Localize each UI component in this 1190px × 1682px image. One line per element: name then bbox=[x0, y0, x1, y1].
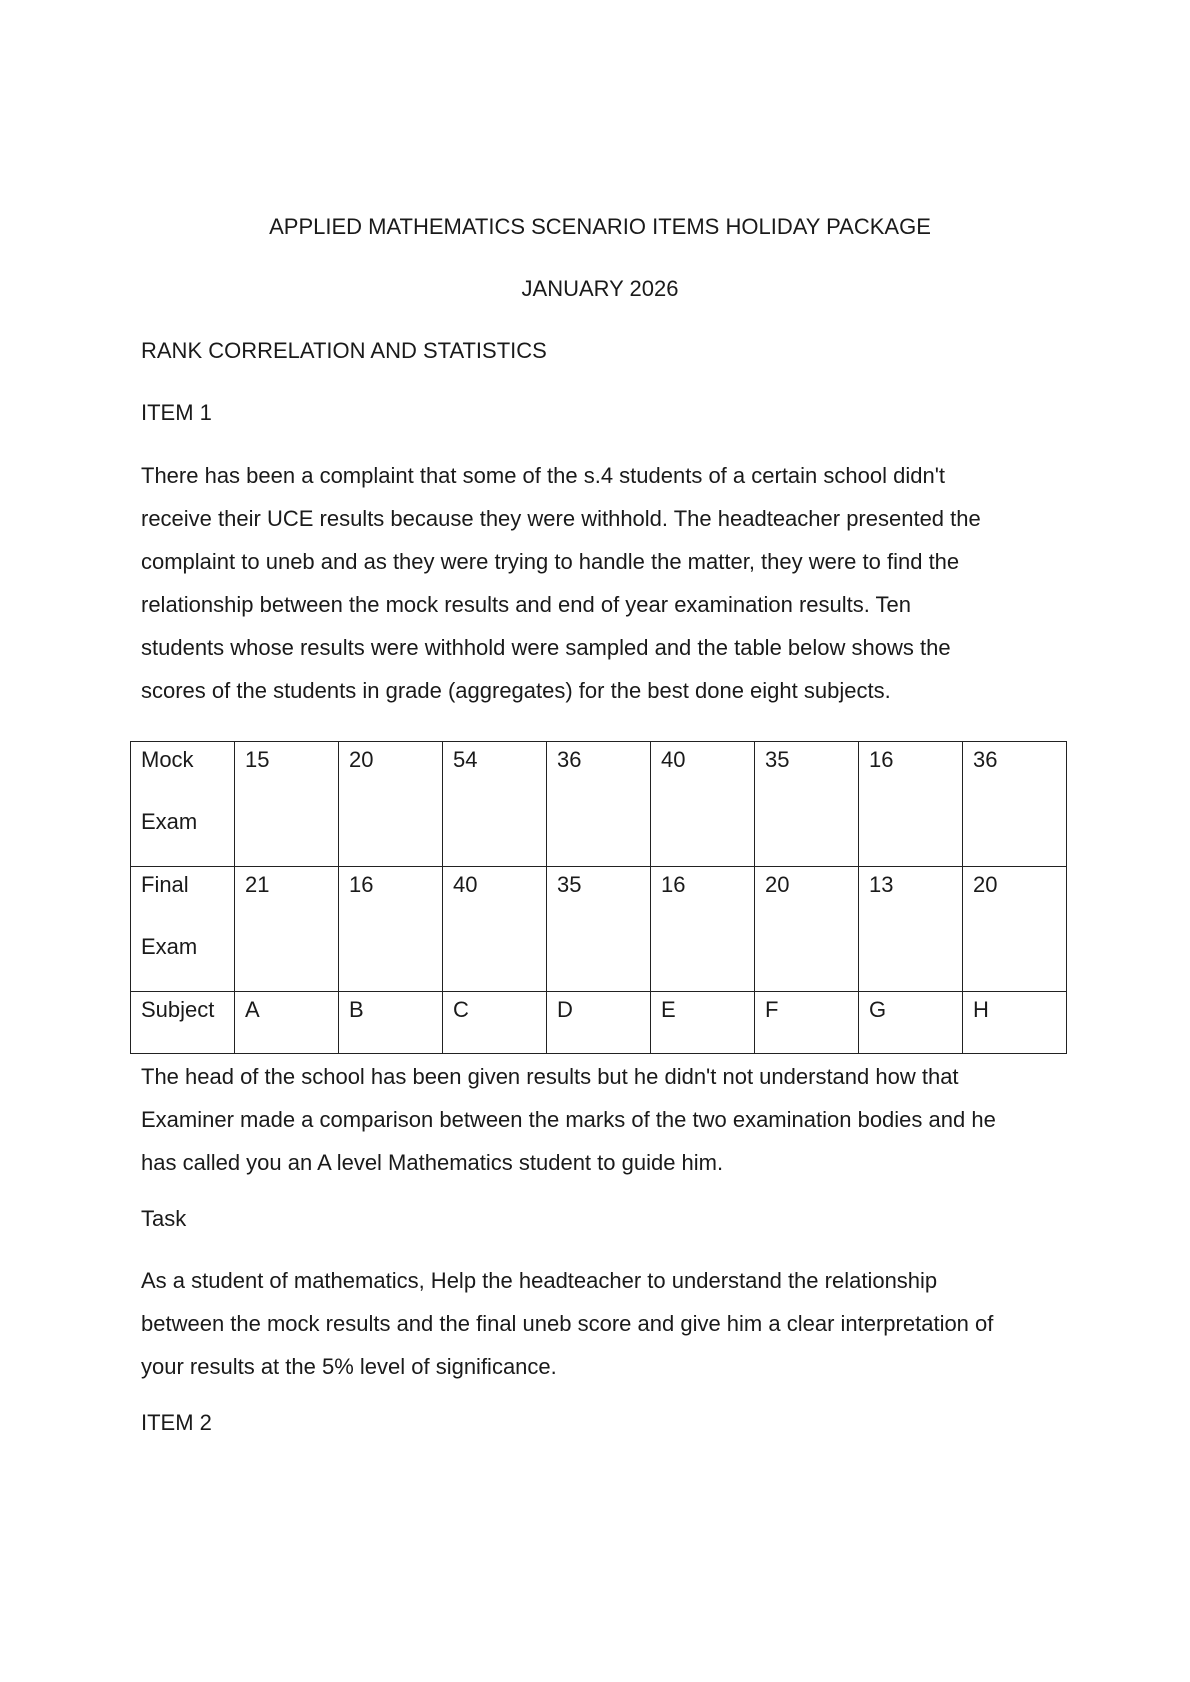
table-cell bbox=[547, 867, 651, 992]
table-cell bbox=[547, 742, 651, 867]
paragraph-line: your results at the 5% level of significance. bbox=[141, 1354, 557, 1379]
item1-intro-paragraph bbox=[141, 454, 1081, 712]
table-cell bbox=[339, 867, 443, 992]
paragraph-line: between the mock results and the final uneb score and give him a clear interpretation of bbox=[141, 1311, 994, 1336]
cell-value: 36 bbox=[557, 747, 582, 772]
table-cell bbox=[963, 742, 1067, 867]
cell-value: A bbox=[245, 997, 260, 1022]
paragraph-line: students whose results were withhold were sampled and the table below shows the bbox=[141, 635, 951, 660]
table-cell bbox=[651, 992, 755, 1054]
table-cell bbox=[963, 992, 1067, 1054]
cell-value: 15 bbox=[245, 747, 270, 772]
paragraph-line: relationship between the mock results and end of year examination results. Ten bbox=[141, 592, 912, 617]
paragraph-line: complaint to uneb and as they were trying to handle the matter, they were to find the bbox=[141, 549, 960, 574]
cell-value: 35 bbox=[557, 872, 582, 897]
table-cell bbox=[859, 742, 963, 867]
table-cell bbox=[235, 742, 339, 867]
paragraph-line: As a student of mathematics, Help the headteacher to understand the relationship bbox=[141, 1268, 938, 1293]
scores-table bbox=[130, 741, 1067, 1054]
row-header-line: Mock bbox=[141, 747, 194, 772]
section-title: RANK CORRELATION AND STATISTICS bbox=[141, 338, 547, 363]
cell-value: 16 bbox=[349, 872, 374, 897]
table-cell bbox=[339, 992, 443, 1054]
table-row-subject bbox=[131, 992, 1067, 1054]
item2-heading: ITEM 2 bbox=[141, 1410, 212, 1435]
row-header-line: Exam bbox=[141, 809, 198, 834]
paragraph-line: scores of the students in grade (aggregates) for the best done eight subjects. bbox=[141, 678, 891, 703]
cell-value: B bbox=[349, 997, 364, 1022]
cell-value: 40 bbox=[661, 747, 686, 772]
cell-value: 20 bbox=[973, 872, 998, 897]
table-cell bbox=[443, 867, 547, 992]
row-header-line: Exam bbox=[141, 934, 198, 959]
task-paragraph bbox=[141, 1259, 1081, 1388]
row-header-line: Subject bbox=[141, 997, 215, 1022]
table-cell bbox=[651, 867, 755, 992]
cell-value: D bbox=[557, 997, 573, 1022]
table-cell bbox=[443, 992, 547, 1054]
table-cell bbox=[443, 742, 547, 867]
document-date: JANUARY 2026 bbox=[521, 276, 679, 301]
paragraph-line: Examiner made a comparison between the marks of the two examination bodies and he bbox=[141, 1107, 996, 1132]
table-cell bbox=[963, 867, 1067, 992]
cell-value: F bbox=[765, 997, 779, 1022]
cell-value: H bbox=[973, 997, 989, 1022]
cell-value: 40 bbox=[453, 872, 478, 897]
paragraph-line: The head of the school has been given results but he didn't not understand how that bbox=[141, 1064, 959, 1089]
row-header-cell bbox=[131, 867, 235, 992]
table-cell bbox=[547, 992, 651, 1054]
task-label: Task bbox=[141, 1206, 187, 1231]
paragraph-line: receive their UCE results because they were withhold. The headteacher presented the bbox=[141, 506, 981, 531]
row-header-cell bbox=[131, 992, 235, 1054]
cell-value: 20 bbox=[765, 872, 790, 897]
table-cell bbox=[755, 742, 859, 867]
table-cell bbox=[339, 742, 443, 867]
table-cell bbox=[235, 992, 339, 1054]
item1-after-paragraph bbox=[141, 1055, 1081, 1184]
cell-value: 36 bbox=[973, 747, 998, 772]
row-header-line: Final bbox=[141, 872, 189, 897]
item1-heading: ITEM 1 bbox=[141, 400, 212, 425]
table-row-final-exam bbox=[131, 867, 1067, 992]
cell-value: 54 bbox=[453, 747, 478, 772]
cell-value: 16 bbox=[869, 747, 894, 772]
table-cell bbox=[755, 867, 859, 992]
table-cell bbox=[651, 742, 755, 867]
document-title: APPLIED MATHEMATICS SCENARIO ITEMS HOLIDAY PACKAGE bbox=[269, 214, 931, 239]
cell-value: 35 bbox=[765, 747, 790, 772]
cell-value: 13 bbox=[869, 872, 894, 897]
row-header-cell bbox=[131, 742, 235, 867]
paragraph-line: has called you an A level Mathematics student to guide him. bbox=[141, 1150, 724, 1175]
cell-value: C bbox=[453, 997, 469, 1022]
cell-value: 20 bbox=[349, 747, 374, 772]
table-cell bbox=[859, 992, 963, 1054]
table-cell bbox=[859, 867, 963, 992]
cell-value: 16 bbox=[661, 872, 686, 897]
table-row-mock-exam bbox=[131, 742, 1067, 867]
cell-value: G bbox=[869, 997, 887, 1022]
cell-value: E bbox=[661, 997, 676, 1022]
paragraph-line: There has been a complaint that some of the s.4 students of a certain school didn't bbox=[141, 463, 946, 488]
table-cell bbox=[755, 992, 859, 1054]
table-cell bbox=[235, 867, 339, 992]
cell-value: 21 bbox=[245, 872, 270, 897]
